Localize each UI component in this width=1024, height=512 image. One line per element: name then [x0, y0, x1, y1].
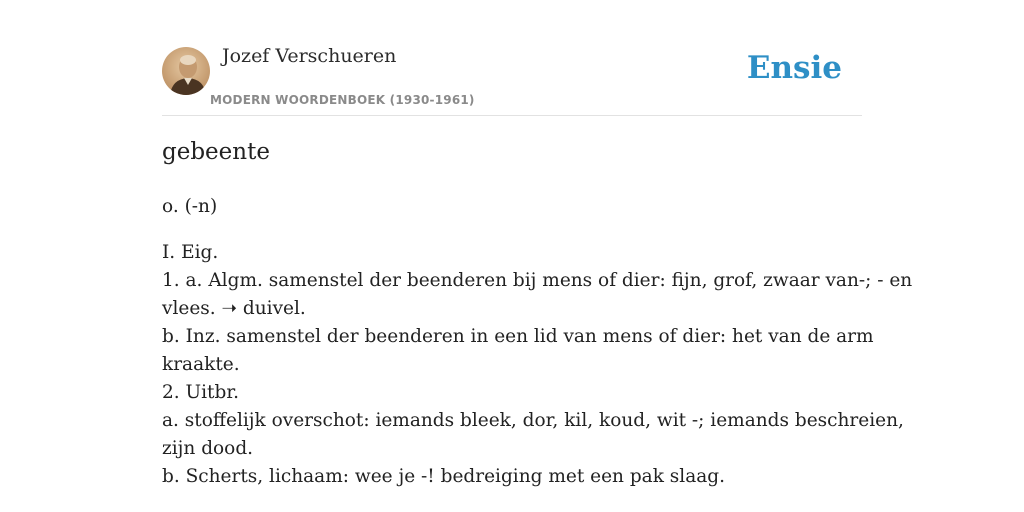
entry-term: gebeente [162, 139, 270, 165]
entry-definition [162, 193, 913, 491]
definition-line: vlees. ➝ duivel. [162, 298, 306, 319]
grammar-info: o. (-n) [162, 196, 218, 217]
definition-body [162, 239, 913, 491]
definition-line: I. Eig. [162, 242, 219, 263]
definition-line: kraakte. [162, 354, 240, 375]
definition-line: b. Inz. samenstel der beenderen in een lid van mens of dier: het van de arm [162, 326, 874, 347]
definition-line: a. stoffelijk overschot: iemands bleek, dor, kil, koud, wit -; iemands beschreien, [162, 410, 904, 431]
definition-line: zijn dood. [162, 438, 254, 459]
author-name[interactable]: Jozef Verschueren [222, 45, 397, 67]
definition-line: 1. a. Algm. samenstel der beenderen bij mens of dier: fijn, grof, zwaar van-; - en [162, 270, 913, 291]
source-label[interactable]: MODERN WOORDENBOEK (1930-1961) [210, 93, 475, 107]
author-avatar [162, 47, 210, 95]
definition-line: 2. Uitbr. [162, 382, 240, 403]
site-logo[interactable]: Ensie [746, 50, 842, 86]
definition-line: b. Scherts, lichaam: wee je -! bedreiging met een pak slaag. [162, 466, 725, 487]
header-divider [162, 115, 862, 116]
